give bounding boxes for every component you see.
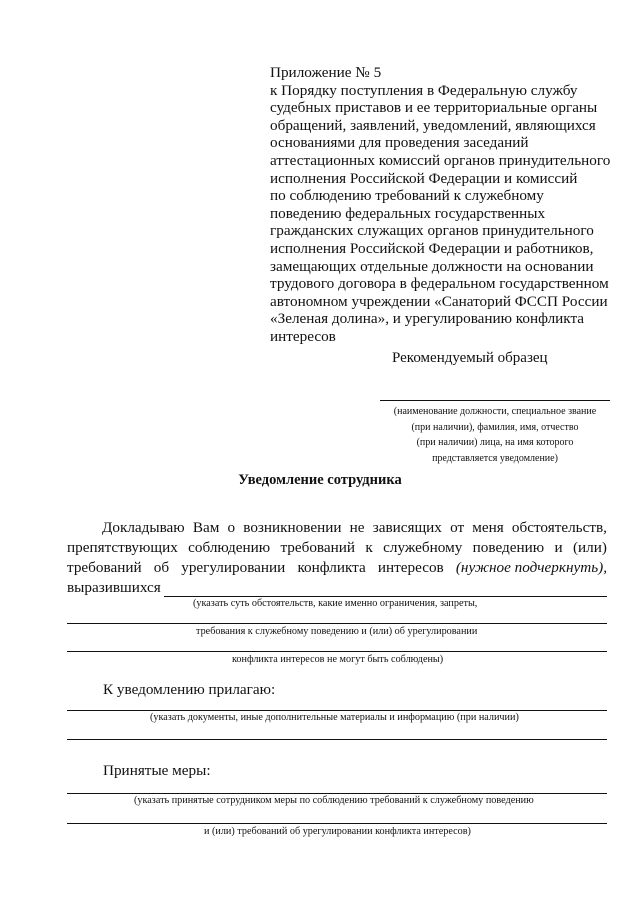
document-title: Уведомление сотрудника	[238, 472, 402, 488]
field-line	[67, 739, 607, 740]
annex-line: интересов	[270, 327, 336, 345]
word: об	[153, 559, 170, 576]
field-caption: и (или) требований об урегулировании конфликта интересов)	[204, 826, 471, 837]
field-line	[67, 823, 607, 824]
word: от	[450, 519, 465, 536]
measures-heading: Принятые меры:	[103, 762, 211, 779]
word: поведению	[472, 539, 545, 556]
addressee-caption-line: (при наличии) лица, на имя которого	[416, 437, 574, 448]
annex-line: исполнения Российской Федерации и комиссий	[270, 169, 578, 187]
word: меня	[472, 519, 504, 536]
field-caption: конфликта интересов не могут быть соблюдены)	[232, 654, 444, 665]
sample-label: Рекомендуемый образец	[392, 350, 548, 366]
field-line	[164, 596, 607, 597]
annex-line: поведению федеральных государственных	[270, 204, 546, 222]
word: возникновении	[243, 519, 342, 536]
paragraph-line-4: выразившихся	[67, 579, 161, 596]
field-caption: (указать принятые сотрудником меры по соблюдению требований к служебному поведению	[134, 795, 534, 806]
word: зависящих	[372, 519, 442, 536]
addressee-caption	[380, 404, 610, 466]
word: к	[365, 539, 373, 556]
word: Докладываю	[102, 519, 185, 536]
paragraph-line-2	[67, 538, 607, 558]
annex-header	[270, 64, 615, 346]
word: Вам	[192, 519, 220, 536]
word: не	[349, 519, 365, 536]
underline-hint: (нужное подчеркнуть),	[455, 559, 607, 576]
annex-line: аттестационных комиссий органов принудительного	[270, 151, 611, 169]
word: требований	[280, 539, 356, 556]
annex-line: замещающих отдельные должности на основании	[270, 257, 594, 275]
addressee-caption-line: представляется уведомление)	[432, 452, 558, 464]
annex-line: судебных приставов и ее территориальные органы	[270, 99, 598, 117]
word: препятствующих	[67, 539, 178, 556]
field-caption: (указать документы, иные дополнительные материалы и информацию (при наличии)	[150, 712, 519, 723]
field-caption: требования к служебному поведению и (или) об урегулировании	[196, 626, 478, 637]
field-line	[67, 623, 607, 624]
addressee-caption-line: (наименование должности, специальное звание	[393, 406, 597, 417]
field-line	[67, 651, 607, 652]
annex-line: автономном учреждении «Санаторий ФССП России	[270, 292, 608, 310]
word: интересов	[377, 559, 444, 576]
annex-line: Приложение № 5	[270, 64, 382, 81]
addressee-caption-line: (при наличии), фамилия, имя, отчество	[411, 421, 579, 433]
annex-line: обращений, заявлений, уведомлений, являющихся	[270, 116, 596, 134]
paragraph-line-1	[67, 518, 607, 538]
annex-line: трудового договора в федеральном государственном	[270, 275, 609, 293]
field-line	[67, 710, 607, 711]
addressee-line	[380, 400, 610, 401]
word: соблюдению	[188, 539, 271, 556]
annex-line: гражданских служащих органов принудительного	[270, 222, 594, 240]
word: (или)	[572, 539, 607, 556]
annex-line: к Порядку поступления в Федеральную службу	[270, 81, 578, 99]
word: о	[227, 519, 236, 536]
paragraph-line-3	[67, 558, 607, 578]
word: и	[554, 539, 563, 556]
annex-line: основаниями для проведения заседаний	[270, 134, 529, 152]
annex-line: «Зеленая долина», и урегулированию конфликта	[270, 310, 585, 328]
word: урегулировании	[181, 559, 286, 576]
annex-line: исполнения Российской Федерации и работников,	[270, 239, 594, 257]
field-line	[67, 793, 607, 794]
annex-line: по соблюдению требований к служебному	[270, 187, 544, 205]
attachments-heading: К уведомлению прилагаю:	[103, 681, 276, 698]
word: служебному	[383, 539, 463, 556]
field-caption: (указать суть обстоятельств, какие именно ограничения, запреты,	[193, 598, 478, 609]
word: обстоятельств,	[511, 519, 607, 536]
word: требований	[67, 559, 142, 576]
word: конфликта	[297, 559, 366, 576]
